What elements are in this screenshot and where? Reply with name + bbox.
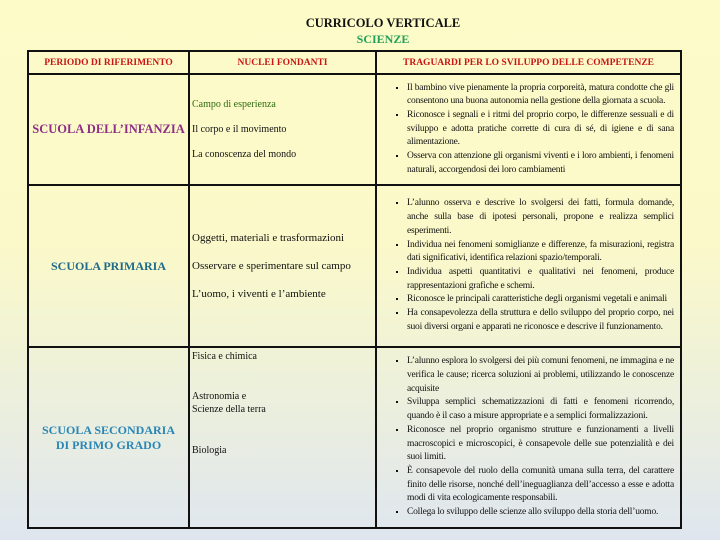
period-cell: SCUOLA DELL’INFANZIA bbox=[28, 74, 189, 185]
list-item: ▪ Collega lo sviluppo delle scienze allo sviluppo della storia dell’uomo. bbox=[407, 506, 674, 520]
table-row bbox=[28, 347, 681, 528]
page-title: CURRICOLO VERTICALE bbox=[305, 16, 461, 30]
traguardi-cell bbox=[376, 185, 681, 347]
col-header-nuclei: NUCLEI FONDANTI bbox=[189, 51, 376, 74]
list-item: ▪ Riconosce le principali caratteristiche degli organismi vegetali e animali bbox=[407, 293, 674, 307]
list-item: ▪ Riconosce nel proprio organismo strutture e funzionamenti a livelli macroscopici e microscopici, è consapevole delle sue potenzialità e dei suoi limiti. bbox=[407, 424, 674, 465]
list-item: ▪ Riconosce i segnali e i ritmi del proprio corpo, le differenze sessuali e di sviluppo e adotta pratiche corrette di cura di sé, di igiene e di sana alimentazione. bbox=[407, 109, 674, 150]
traguardi-cell bbox=[376, 347, 681, 528]
nucleo: Oggetti, materiali e trasformazioni bbox=[192, 231, 345, 244]
period-cell: SCUOLA SECONDARIA DI PRIMO GRADO bbox=[28, 347, 189, 528]
list-item: ▪ L’alunno esplora lo svolgersi dei più comuni fenomeni, ne immagina e ne verifica le cause; ricerca soluzioni ai problemi, utilizzando le conoscenze acquisite bbox=[407, 355, 674, 396]
list-item: ▪ Individua nei fenomeni somiglianze e differenze, fa misurazioni, registra dati significativi, identifica relazioni spazio/temporali. bbox=[407, 239, 674, 266]
nuclei-cell bbox=[189, 347, 376, 528]
curriculum-table bbox=[27, 50, 682, 529]
list-item: ▪ Sviluppa semplici schematizzazioni di fatti e fenomeni ricorrendo, quando è il caso a misure appropriate e a semplici formalizzazioni. bbox=[407, 396, 674, 423]
nucleo: Astronomia e Scienze della terra bbox=[192, 391, 266, 415]
nucleo: Biologia bbox=[192, 445, 227, 456]
list-item: ▪ Ha consapevolezza della struttura e dello sviluppo del proprio corpo, nei suoi diversi organi e apparati ne riconosce e descrive il funzionamento. bbox=[407, 307, 674, 334]
nucleo: L’uomo, i viventi e l’ambiente bbox=[192, 287, 326, 300]
subject-title: SCIENZE bbox=[356, 32, 410, 46]
nuclei-cell bbox=[189, 74, 376, 185]
nucleo: Il corpo e il movimento bbox=[192, 124, 287, 135]
nucleo: Campo di esperienza bbox=[192, 99, 276, 110]
list-item: ▪ Osserva con attenzione gli organismi viventi e i loro ambienti, i fenomeni naturali, accorgendosi dei loro cambiamenti bbox=[407, 150, 674, 177]
table-row bbox=[28, 185, 681, 347]
traguardi-cell bbox=[376, 74, 681, 185]
nuclei-cell bbox=[189, 185, 376, 347]
list-item: ▪ L’alunno osserva e descrive lo svolgersi dei fatti, formula domande, anche sulla base di ipotesi personali, propone e realizza semplici esperimenti. bbox=[407, 197, 674, 238]
col-header-traguardi: TRAGUARDI PER LO SVILUPPO DELLE COMPETENZE bbox=[376, 51, 681, 74]
col-header-period: PERIODO DI RIFERIMENTO bbox=[28, 51, 189, 74]
list-item: ▪ È consapevole del ruolo della comunità umana sulla terra, del carattere finito delle risorse, nonché dell’ineguaglianza dell’accesso a esse e adotta modi di vita ecologicamente responsabili. bbox=[407, 465, 674, 506]
nucleo: Fisica e chimica bbox=[192, 351, 257, 362]
table-header-row bbox=[28, 51, 681, 74]
period-cell: SCUOLA PRIMARIA bbox=[28, 185, 189, 347]
list-item: ▪ Individua aspetti quantitativi e qualitativi nei fenomeni, produce rappresentazioni grafiche e schemi. bbox=[407, 266, 674, 293]
nucleo: La conoscenza del mondo bbox=[192, 149, 297, 160]
nucleo: Osservare e sperimentare sul campo bbox=[192, 259, 351, 272]
table-row bbox=[28, 74, 681, 185]
list-item: ▪ Il bambino vive pienamente la propria corporeità, matura condotte che gli consentono una buona autonomia nella gestione della giornata a scuola. bbox=[407, 82, 674, 109]
